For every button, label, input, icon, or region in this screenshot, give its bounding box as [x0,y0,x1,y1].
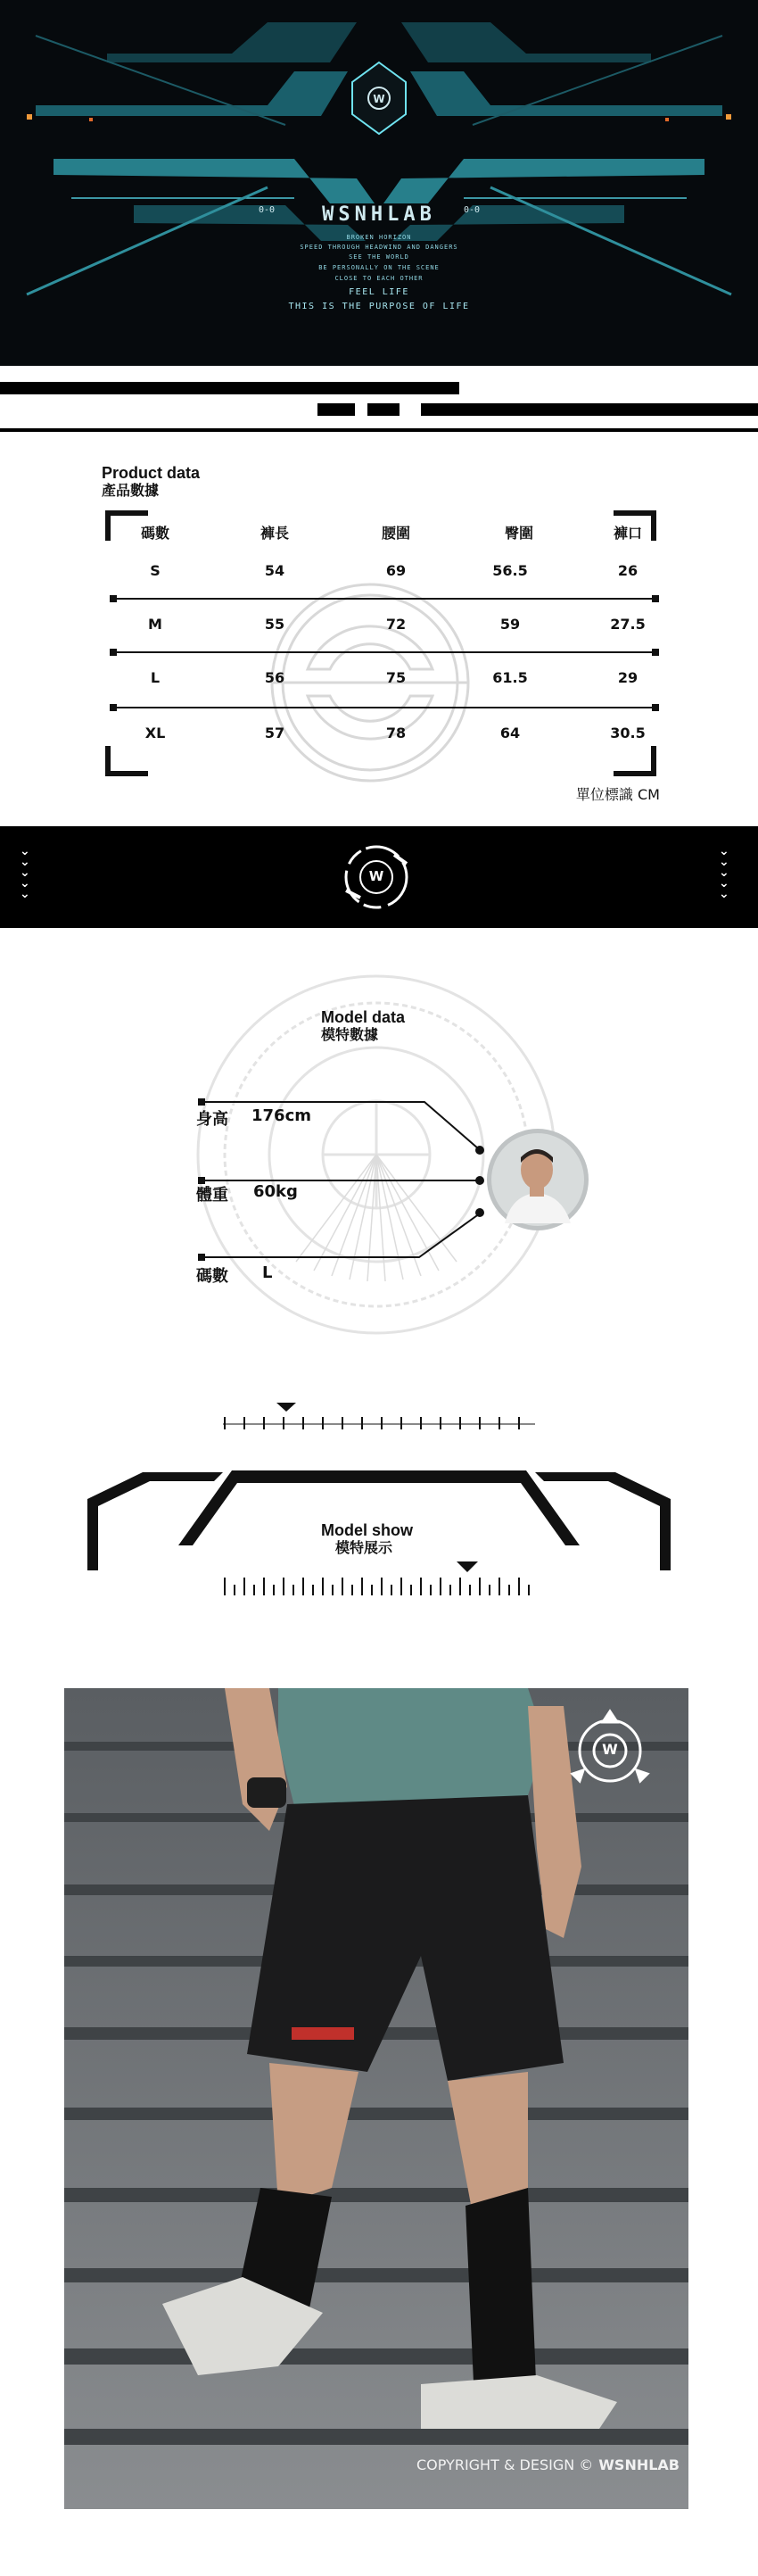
svg-text:W: W [373,93,385,105]
hero-tagline-line: BROKEN HORIZON [346,234,412,241]
ruler-top [223,1401,535,1433]
model-value-weight: 60kg [253,1182,298,1201]
hero-side-mark-left: 0-0 [259,205,276,215]
divider-block [367,403,400,416]
bracket [105,746,111,776]
size-table-cell: 29 [617,669,639,686]
model-photo [64,1688,688,2509]
size-table-cell: 69 [385,562,407,579]
model-label-weight: 體重 [196,1186,228,1205]
divider-bar [421,403,758,416]
model-title-zh: 模特數據 [321,1026,379,1043]
size-table-header: 腰圍 [381,525,410,542]
bracket [105,510,148,516]
product-title-en: Product data [102,464,201,482]
model-title-en: Model data [321,1008,406,1026]
divider-block [317,403,355,416]
bracket [614,510,656,516]
size-table-header: 褲口 [613,525,642,542]
size-table-cell: 55 [264,616,285,633]
size-table-cell: 27.5 [610,616,646,633]
size-table-header: 褲長 [260,525,289,542]
model-photo-illustration [64,1688,688,2509]
product-title-zh: 產品數據 [102,482,160,499]
show-title-zh: 模特展示 [335,1539,393,1556]
bracket [651,746,656,776]
model-value-height: 176cm [251,1106,311,1125]
brand-logo-letter: W [368,868,384,884]
bracket [614,771,656,776]
table-row-divider [111,707,657,708]
size-table-cell: 56.5 [492,562,528,579]
size-table-cell: 78 [385,725,407,741]
size-table-cell: 56 [264,669,285,686]
model-label-size: 碼數 [196,1267,228,1286]
copyright-text: COPYRIGHT & DESIGN © [416,2456,594,2473]
size-table-cell: 59 [499,616,521,633]
size-table-header: 臀圍 [504,525,533,542]
size-table-cell: 57 [264,725,285,741]
divider-bar [0,382,459,394]
size-table-cell: 64 [499,725,521,741]
avatar [485,1127,590,1232]
hero-tagline-big: FEEL LIFE [349,287,409,297]
size-table-cell: 72 [385,616,407,633]
size-table-cell: XL [144,725,166,741]
hero-brand: WSNHLAB [322,203,436,226]
unit-note: 單位標識 CM [575,786,660,803]
brand-band [0,826,758,928]
copyright-brand: WSNHLAB [598,2456,680,2473]
bracket [105,771,148,776]
copyright-line [64,2456,688,2473]
photo-badge-letter: W [602,1741,618,1758]
size-table-cell: M [148,616,162,633]
hero-tagline-line: SEE THE WORLD [349,253,409,261]
size-table-cell: 26 [617,562,639,579]
show-title-en: Model show [321,1521,413,1539]
size-table-cell: 75 [385,669,407,686]
size-table-cell: L [150,669,161,686]
chevron-down-icon: ⌄ ⌄ ⌄ ⌄ ⌄ [719,844,729,901]
model-value-size: L [262,1263,273,1282]
size-table-cell: 61.5 [492,669,528,686]
hero-tagline-line: CLOSE TO EACH OTHER [334,275,424,282]
size-table-header: 碼數 [140,525,169,542]
divider-line [0,428,758,432]
size-table-cell: S [150,562,161,579]
hero-tagline-line: BE PERSONALLY ON THE SCENE [318,264,440,271]
table-row-divider [111,598,657,600]
size-table-cell: 54 [264,562,285,579]
chevron-down-icon: ⌄ ⌄ ⌄ ⌄ ⌄ [20,844,30,901]
model-label-height: 身高 [196,1110,228,1129]
hero-tagline-line: SPEED THROUGH HEADWIND AND DANGERS [300,244,458,251]
table-row-divider [111,651,657,653]
hero-tagline-big: THIS IS THE PURPOSE OF LIFE [288,302,470,311]
hero-banner [0,0,758,366]
model-leader-lines [196,1093,499,1280]
size-table-cell: 30.5 [610,725,646,741]
hero-side-mark-right: 0-0 [464,205,481,215]
ruler-bottom [223,1560,535,1599]
bracket [105,510,111,541]
